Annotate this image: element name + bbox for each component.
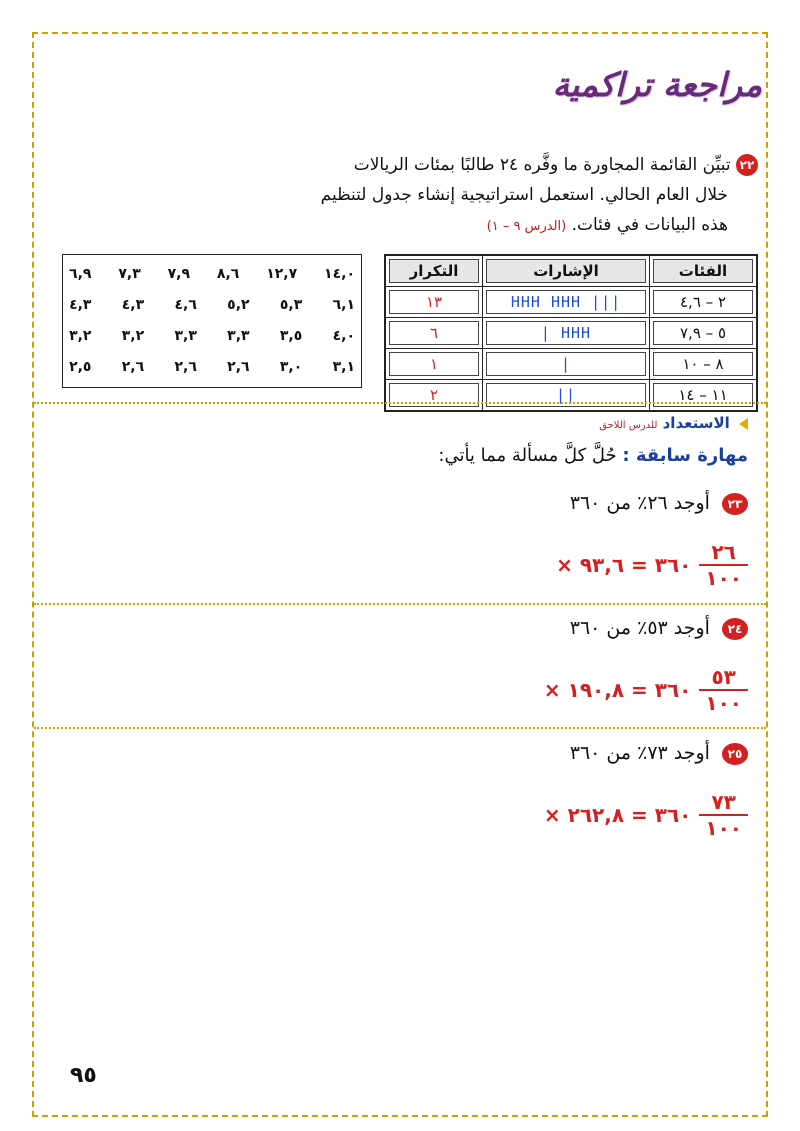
data-value: ٤,٦ [174,297,197,313]
skill-label: مهارة سابقة : [622,445,748,466]
data-value: ٣,٢ [69,328,92,344]
table-row [385,318,757,349]
table-row [385,380,757,412]
data-value: ٧,٣ [118,266,141,282]
frequency-table [384,254,758,412]
question-text-line: تبيِّن القائمة المجاورة ما وفَّره ٢٤ طالبًا بمئات الريالات [353,155,731,175]
prior-skill [438,445,748,466]
tally-cell: | [486,352,646,376]
data-value: ٥,٣ [279,297,303,313]
question-number-badge: ٢٤ [722,618,748,640]
question-24 [570,617,748,640]
data-value: ١٤,٠ [324,266,355,282]
section-title: مراجعة تراكمية [552,65,762,104]
data-value: ٢,٦ [121,359,145,375]
question-text: أوجد ٢٦٪ من ٣٦٠ [569,492,710,514]
data-row [69,352,355,383]
arrow-icon [739,418,748,430]
answer-23 [556,540,748,590]
data-row [69,290,355,321]
data-value: ٦,٩ [69,266,92,282]
skill-text: حُلَّ كلَّ مسألة مما يأتي: [438,445,617,466]
question-text-line: هذه البيانات في فئات. [571,215,728,235]
data-row [69,259,355,290]
data-row [69,321,355,352]
fraction-numerator: ٢٦ [711,540,736,564]
question-text: أوجد ٥٣٪ من ٣٦٠ [569,617,710,639]
data-value: ٢,٥ [69,359,92,375]
question-text: أوجد ٧٣٪ من ٣٦٠ [569,742,710,764]
frequency-cell: ٦ [389,321,479,345]
fraction [699,540,748,590]
data-value: ٣,٣ [174,328,197,344]
data-value: ٣,٠ [279,359,303,375]
data-value: ٢,٦ [174,359,197,375]
section-divider [34,603,766,605]
table-row [385,287,757,318]
fraction-numerator: ٥٣ [711,665,736,689]
question-number-badge: ٢٢ [736,154,758,176]
category-cell: ٥ – ٧,٩ [653,321,753,345]
lesson-reference: (الدرس ٩ – ١) [486,219,567,234]
prep-sublabel: للدرس اللاحق [599,420,658,431]
data-value: ٣,٥ [279,328,303,344]
savings-data-list [62,254,362,388]
question-23 [570,492,748,515]
section-divider [34,727,766,729]
tally-cell: HHH | [486,321,646,345]
header-frequency: التكرار [389,259,479,283]
frequency-cell: ١٣ [389,290,479,314]
category-cell: ٢ – ٤,٦ [653,290,753,314]
question-number-badge: ٢٣ [722,493,748,515]
question-25 [570,742,748,765]
prep-heading [599,414,748,432]
section-divider [34,402,766,404]
fraction-numerator: ٧٣ [711,790,736,814]
fraction-denominator: ١٠٠ [699,689,748,715]
page-number: ٩٥ [70,1063,97,1088]
header-categories: الفئات [653,259,753,283]
answer-expression: × ٣٦٠ = ١٩٠,٨ [543,678,692,702]
data-value: ٤,٣ [69,297,92,313]
data-value: ٤,٠ [332,328,355,344]
data-value: ٢,٦ [227,359,250,375]
answer-expression: × ٣٦٠ = ٢٦٢,٨ [543,803,692,827]
tally-cell: || [486,383,646,407]
answer-24 [544,665,748,715]
data-value: ٤,٣ [121,297,145,313]
frequency-cell: ٢ [389,383,479,407]
data-value: ٣,٢ [121,328,145,344]
data-value: ٧,٩ [167,266,191,282]
question-number-badge: ٢٥ [722,743,748,765]
category-cell: ١١ – ١٤ [653,383,753,407]
header-tally: الإشارات [486,259,646,283]
table-row [385,349,757,380]
question-text-line: خلال العام الحالي. استعمل استراتيجية إنشاء جدول لتنظيم [320,185,728,205]
data-value: ٥,٢ [227,297,250,313]
prep-label: الاستعداد [662,414,730,432]
data-value: ٣,١ [332,359,355,375]
fraction-denominator: ١٠٠ [699,814,748,840]
data-value: ٨,٦ [216,266,240,282]
tally-cell: ||| HHH HHH [486,290,646,314]
fraction-denominator: ١٠٠ [699,564,748,590]
data-value: ٣,٣ [227,328,250,344]
data-value: ٦,١ [332,297,355,313]
category-cell: ٨ – ١٠ [653,352,753,376]
fraction [699,790,748,840]
answer-expression: × ٣٦٠ = ٩٣,٦ [556,553,692,577]
answer-25 [544,790,748,840]
frequency-cell: ١ [389,352,479,376]
question-22 [288,150,758,242]
fraction [699,665,748,715]
data-value: ١٢,٧ [266,266,298,282]
